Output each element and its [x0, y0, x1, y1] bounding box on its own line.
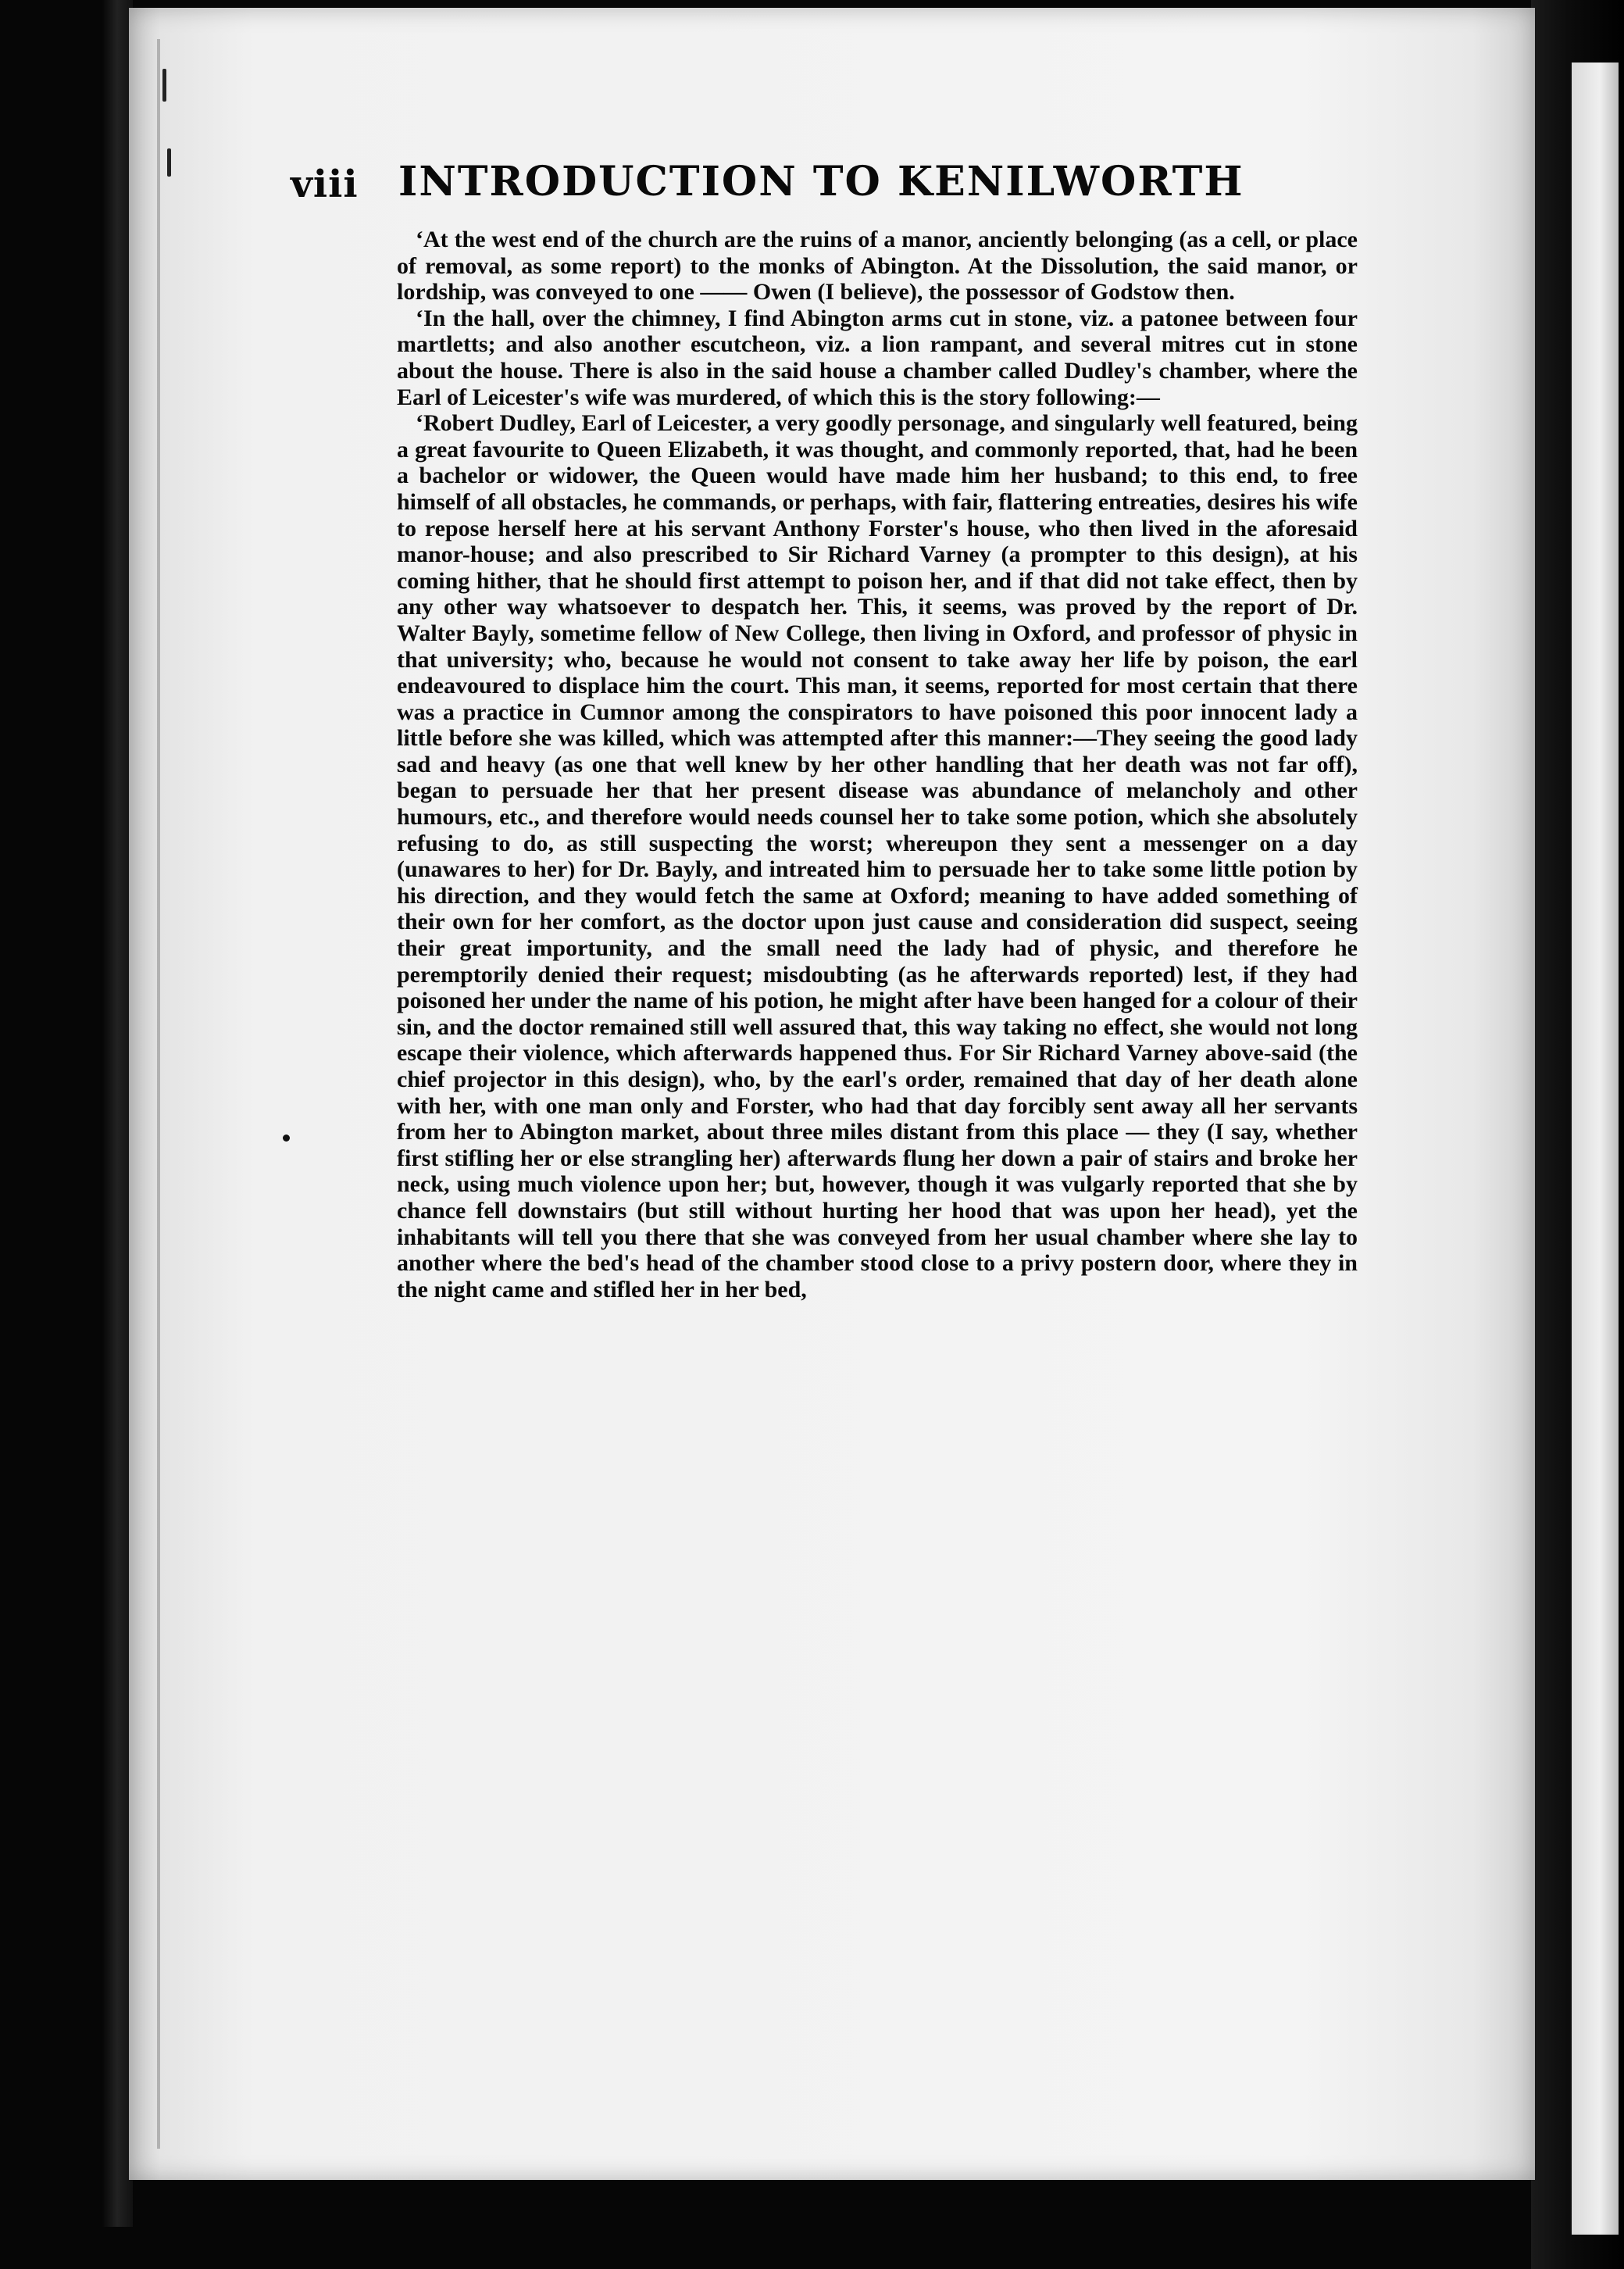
adjacent-page-edge — [1572, 63, 1619, 2235]
scan-speck — [283, 1134, 290, 1142]
margin-mark — [162, 69, 166, 102]
paragraph: ‘Robert Dudley, Earl of Leicester, a very goodly personage, and singularly well featured, being a great favourite to Queen Elizabeth, it was thought, and commonly reported, that, had he been a bachelor or widower, the Queen would have made him her husband; to this end, to free himself of all obstacles, he commands, or perhaps, with fair, flattering entreaties, desires his wife to repose herself here at his servant Anthony Forster's house, who then lived in the aforesaid manor-house; and also prescribed to Sir Richard Varney (a prompter to this design), at his coming hither, that he should first attempt to poison her, and if that did not take effect, then by any other way whatsoever to despatch her. This, it seems, was proved by the report of Dr. Walter Bayly, sometime fellow of New College, then living in Oxford, and professor of physic in that university; who, because he would not consent to take away her life by poison, the earl endeavoured to displace him the court. This man, it seems, reported for most certain that there was a practice in Cumnor among the conspirators to have poisoned this poor innocent lady a little before she was killed, which was attempted after this manner:—They seeing the good lady sad and heavy (as one that well knew by her other handling that her death was not far off), began to persuade her that her present disease was abundance of melancholy and other humours, etc., and therefore would needs counsel her to take some potion, which she absolutely refusing to do, as still suspecting the worst; whereupon they sent a messenger on a day (unawares to her) for Dr. Bayly, and intreated him to persuade her to take some little potion by his direction, and they would fetch the same at Oxford; meaning to have added something of their own for her comfort, as the doctor upon just cause and consideration did suspect, seeing their great importunity, and the small need the lady had of physic, and therefore he peremptorily denied their request; misdoubting (as he afterwards reported) lest, if they had poisoned her under the name of his potion, he might after have been hanged for a colour of their sin, and the doctor remained still well assured that, this way taking no effect, she would not long escape their violence, which afterwards happened thus. For Sir Richard Varney above-said (the chief projector in this design), who, by the earl's order, remained that day of her death alone with her, with one man only and Forster, who had that day forcibly sent away all her servants from her to Abington market, about three miles distant from this place — they (I say, whether first stifling her or else strangling her) afterwards flung her down a pair of stairs and broke her neck, using much violence upon her; but, however, though it was vulgarly reported that she by chance fell downstairs (but still without hurting her hood that was upon her head), yet the inhabitants will tell you there that she was conveyed from her usual chamber where she lay to another where the bed's head of the chamber stood close to a privy postern door, where they in the night came and stifled her in her bed, — [397, 410, 1358, 1302]
page-fold-line — [157, 39, 160, 2149]
margin-mark — [167, 148, 171, 177]
paragraph: ‘At the west end of the church are the ruins of a manor, anciently belonging (as a cell, or place of removal, as some report) to the monks of Abington. At the Dissolution, the said manor, or lordship, was conveyed to one —— Owen (I believe), the possessor of Godstow then. — [397, 227, 1358, 306]
book-binding-shadow — [102, 0, 133, 2227]
paragraph: ‘In the hall, over the chimney, I find Abington arms cut in stone, viz. a patonee between four martletts; and also another escutcheon, viz. a lion rampant, and several mitres cut in stone about the house. There is also in the said house a chamber called Dudley's chamber, where the Earl of Leicester's wife was murdered, of which this is the story following:— — [397, 305, 1358, 410]
page-header — [283, 153, 1259, 223]
page-number: viii — [291, 163, 359, 206]
running-head: INTRODUCTION TO KENILWORTH — [398, 158, 1244, 205]
body-text — [397, 227, 1358, 1302]
